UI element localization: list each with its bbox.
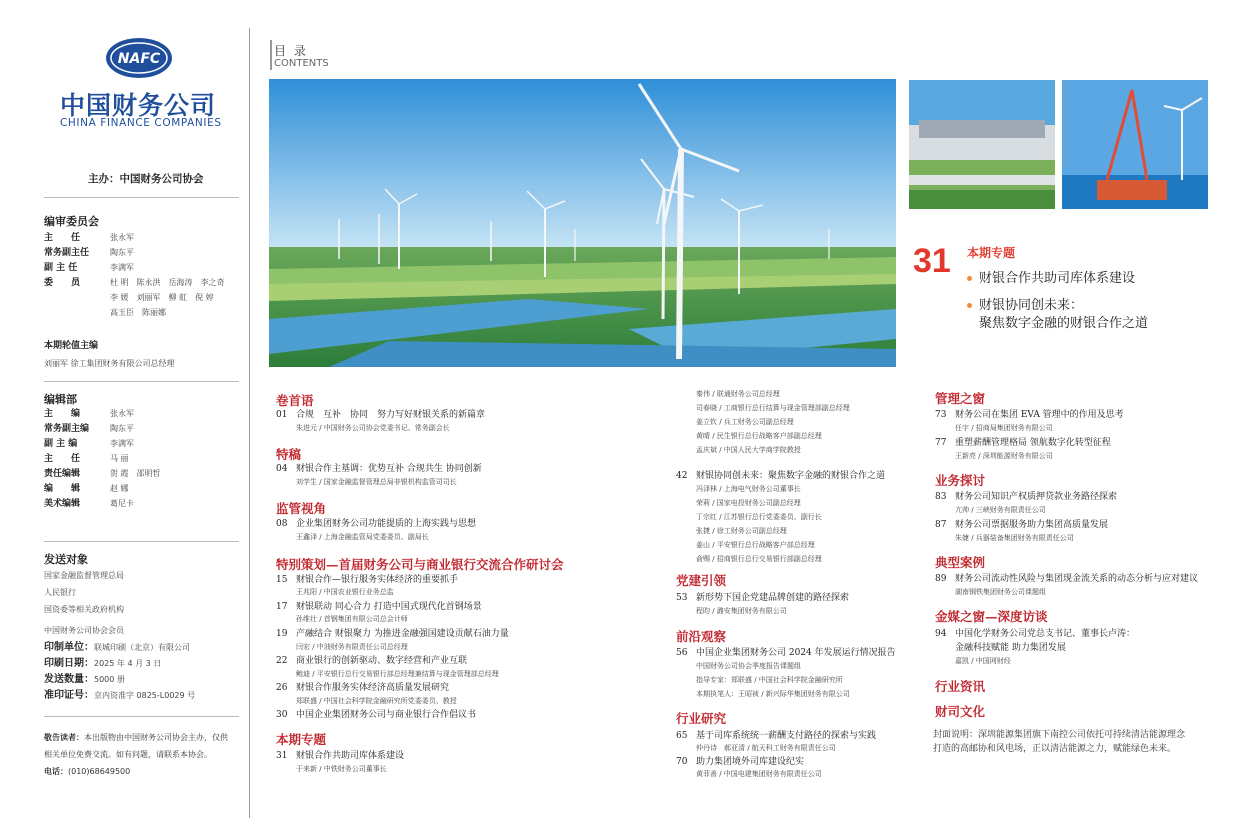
category-heading: 典型案例: [935, 555, 986, 570]
toc-author: 郑联盛 / 中国社会科学院金融研究所党委委员、教授: [296, 697, 457, 705]
toc-entry[interactable]: 53 新形势下国企党建品牌创建的路径探索: [676, 593, 850, 603]
toc-entry[interactable]: 73 财务公司在集团 EVA 管理中的作用及思考: [935, 410, 1124, 420]
host-org: 主办：中国财务公司协会: [88, 173, 204, 185]
committee-row: 常务副主任 陶东平: [44, 248, 134, 258]
phone-label: 电话：: [44, 767, 68, 776]
distribution-item: 中国财务公司协会会员: [44, 626, 124, 635]
toc-entry[interactable]: 19 产融结合 财银聚力 为推进金融强国建设贡献石油力量: [276, 629, 509, 639]
committee-row: 主 任 张永军: [44, 233, 134, 243]
toc-entry[interactable]: 65 基于司库系统统一薪酬支付路径的探索与实践: [676, 731, 877, 741]
editorial-office-list: [44, 406, 244, 511]
toc-author: 亢帅 / 三峡财务有限责任公司: [955, 506, 1046, 514]
contents-title-en: CONTENTS: [274, 58, 329, 69]
toc-author-list: [696, 389, 850, 459]
distribution-list: [44, 568, 124, 640]
toc-entry[interactable]: 31 财银合作共助司库体系建设: [276, 751, 405, 761]
category-heading: 本期专题: [276, 732, 327, 747]
toc-author: 孙维壮 / 首钢集团有限公司总会计师: [296, 615, 408, 623]
category-heading: 特稿: [276, 447, 302, 462]
toc-author: 王鑫泽 / 上海金融监管局党委委员、副局长: [296, 533, 429, 541]
editorial-committee-title: 编审委员会: [44, 215, 99, 228]
brand-name-cn: 中国财务公司: [60, 91, 217, 120]
toc-entry-cont: 金融科技赋能 助力集团发展: [955, 643, 1066, 653]
editorial-office-title: 编辑部: [44, 393, 77, 406]
offshore-crane-photo: [1062, 80, 1208, 209]
toc-entry[interactable]: 30 中国企业集团财务公司与商业银行合作倡议书: [276, 710, 477, 720]
toc-author: 仲丹诗 郝亚清 / 航天科工财务有限责任公司: [696, 744, 836, 752]
rotating-editor-label: 本期轮值主编: [44, 341, 99, 351]
special-topic-item[interactable]: 财银合作共助司库体系建设: [967, 270, 1135, 288]
toc-author: 本期执笔人：王昭祯 / 新兴际华集团财务有限公司: [696, 690, 850, 698]
toc-entry[interactable]: 01 合规 互补 协同 努力写好财银关系的新篇章: [276, 410, 486, 420]
toc-entry[interactable]: 04 财银合作主基调：优势互补 合规共生 协同创新: [276, 464, 482, 474]
cover-caption: 封面说明：深圳能源集团旗下南控公司依托可持续清洁能源理念打造的高邮协和风电场，正以清洁能源之力，赋能绿色未来。: [933, 730, 1186, 754]
distribution-item: 人民银行: [44, 588, 76, 597]
distribution-title: 发送对象: [44, 553, 88, 566]
toc-author: 冯泽林 / 上海电气财务公司董事长: [696, 485, 801, 493]
bullet-dot-icon: [967, 303, 972, 308]
committee-row: 高玉臣 陈丽娜: [110, 308, 166, 317]
distribution-item: 国资委等相关政府机构: [44, 605, 124, 614]
category-heading: 金媒之窗—深度访谈: [935, 609, 1048, 624]
print-row: 发送数量：5000 册: [44, 674, 125, 685]
masthead-column: [0, 0, 248, 835]
category-heading: 行业资讯: [935, 679, 986, 694]
toc-author: 司春晓 / 工商银行总行结算与现金管理部副总经理: [696, 404, 850, 412]
toc-author: 王兆阳 / 中国农业银行业务总监: [296, 588, 394, 596]
toc-author-list: [696, 484, 822, 568]
toc-entry[interactable]: 08 企业集团财务公司功能提质的上海实践与思想: [276, 519, 477, 529]
category-heading: 卷首语: [276, 393, 314, 408]
toc-entry[interactable]: 87 财务公司票据服务助力集团高质量发展: [935, 520, 1109, 530]
toc-entry[interactable]: 70 助力集团境外司库建设纪实: [676, 757, 805, 767]
wind-farm-photo: [269, 79, 896, 367]
brand-name-en: CHINA FINANCE COMPANIES: [60, 117, 222, 129]
category-heading: 特别策划—首届财务公司与商业银行交流合作研讨会: [276, 557, 564, 572]
logo-text: NAFC: [117, 51, 161, 67]
hydro-dam-photo: [909, 80, 1055, 209]
divider: [44, 541, 239, 542]
special-topic-item-cont: 聚焦数字金融的财银合作之道: [979, 316, 1149, 331]
category-heading: 前沿观察: [676, 629, 727, 644]
toc-author: 孟庆斌 / 中国人民大学商学院教授: [696, 446, 801, 454]
toc-entry[interactable]: 56 中国企业集团财务公司 2024 年发展运行情况报告: [676, 648, 896, 658]
toc-author: 张捷 / 徐工财务公司副总经理: [696, 527, 787, 535]
toc-author: 姜山 / 平安银行总行战略客户部总经理: [696, 541, 815, 549]
office-row: 责任编辑 贺 霞 邵明哲: [44, 469, 161, 479]
toc-author: 闫宏 / 中油财务有限责任公司总经理: [296, 643, 408, 651]
reader-notice: [44, 729, 244, 780]
toc-author: 荣莉 / 国家电投财务公司副总经理: [696, 499, 801, 507]
category-heading: 业务探讨: [935, 473, 986, 488]
toc-author: 湖南钢铁集团财务公司课题组: [955, 588, 1046, 596]
toc-author: 程昀 / 潞安集团财务有限公司: [696, 607, 787, 615]
committee-row: 李 媛 刘丽军 柳 虹 倪 婷: [110, 293, 214, 302]
toc-entry[interactable]: 26 财银合作服务实体经济高质量发展研究: [276, 683, 450, 693]
distribution-item: 国家金融监督管理总局: [44, 571, 124, 580]
category-heading: 管理之窗: [935, 391, 986, 406]
bullet-dot-icon: [967, 276, 972, 281]
office-row: 美术编辑 葛尼卡: [44, 499, 134, 509]
notice-text: 本出版物由中国财务公司协会主办，仅供: [84, 733, 228, 742]
header-bar: [270, 40, 272, 70]
toc-author: 王新亮 / 深圳能源财务有限公司: [955, 452, 1053, 460]
office-row: 主 编 张永军: [44, 409, 134, 419]
toc-entry[interactable]: 89 财务公司流动性风险与集团现金流关系的动态分析与应对建议: [935, 574, 1199, 584]
category-heading: 财司文化: [935, 704, 986, 719]
toc-author: 嘉凯 / 中国网财经: [955, 657, 1011, 665]
office-row: 编 辑 赵 娜: [44, 484, 129, 494]
toc-entry[interactable]: 83 财务公司知识产权质押贷款业务路径探索: [935, 492, 1118, 502]
notice-label: 敬告读者：: [44, 733, 84, 742]
toc-author: 秦伟 / 联通财务公司总经理: [696, 390, 780, 398]
toc-entry[interactable]: 42 财银协同创未来：聚焦数字金融的财银合作之道: [676, 471, 886, 481]
divider: [44, 716, 239, 717]
toc-entry[interactable]: 15 财银合作—银行服务实体经济的重要抓手: [276, 575, 459, 585]
toc-author: 指导专家：郑联盛 / 中国社会科学院金融研究所: [696, 676, 843, 684]
toc-author: 丁宗红 / 江苏银行总行党委委员、副行长: [696, 513, 822, 521]
rotating-editor-value: 刘丽军 徐工集团财务有限公司总经理: [44, 359, 175, 368]
special-topic-item[interactable]: 财银协同创未来：: [967, 297, 1083, 315]
print-info: [44, 640, 195, 704]
toc-author: 黄菲善 / 中国电建集团财务有限责任公司: [696, 770, 822, 778]
toc-author: 于来新 / 中铁财务公司董事长: [296, 765, 387, 773]
category-heading: 行业研究: [676, 711, 727, 726]
print-row: 准印证号：京内资准字 0825-L0029 号: [44, 690, 196, 701]
office-row: 常务副主编 陶东平: [44, 424, 134, 434]
toc-author: 朱婕 / 兵器装备集团财务有限责任公司: [955, 534, 1074, 542]
toc-entry[interactable]: 94 中国化学财务公司党总支书记、董事长卢涛：: [935, 629, 1136, 639]
toc-entry[interactable]: 17 财银联动 同心合力 打造中国式现代化首钢场景: [276, 602, 482, 612]
toc-author: 俞赐 / 招商银行总行交易银行部副总经理: [696, 555, 822, 563]
office-row: 主 任 马 丽: [44, 454, 129, 464]
column-divider: [249, 28, 250, 818]
nafc-logo-icon: [104, 36, 174, 80]
special-issue-label: 本期专题: [967, 246, 1016, 260]
toc-entry[interactable]: 22 商业银行的创新驱动、数字经营和产业互联: [276, 656, 468, 666]
divider: [44, 381, 239, 382]
toc-author: 刘学生 / 国家金融监督管理总局非银机构监管司司长: [296, 478, 457, 486]
special-issue-number: 31: [913, 242, 951, 280]
contents-title-cn: 目 录: [274, 44, 308, 58]
phone-number: (010)68649500: [68, 767, 131, 776]
committee-row: 副 主 任 李满军: [44, 263, 134, 273]
toc-author: 朱进元 / 中国财务公司协会党委书记、常务副会长: [296, 424, 450, 432]
toc-entry[interactable]: 77 重塑薪酬管理格局 领航数字化转型征程: [935, 438, 1111, 448]
divider: [44, 197, 239, 198]
office-row: 副 主 编 李满军: [44, 439, 134, 449]
toc-author: 鲍迪 / 平安银行总行交易银行部总经理兼结算与现金管理部总经理: [296, 670, 499, 678]
toc-author: 黄晴 / 民生银行总行战略客户部副总经理: [696, 432, 822, 440]
toc-author: 中国财务公司协会季度报告课题组: [696, 662, 801, 670]
toc-author: 任宇 / 招商局集团财务有限公司: [955, 424, 1053, 432]
print-row: 印制单位：联城印刷（北京）有限公司: [44, 642, 190, 653]
committee-row: 委 员 杜 明 陈永洪 岳海涛 李之奇: [44, 278, 225, 288]
notice-text: 相关单位免费交流。如有问题，请联系本协会。: [44, 750, 212, 759]
editorial-committee-list: [44, 230, 244, 320]
category-heading: 监管视角: [276, 501, 327, 516]
toc-author: 姜立钦 / 兵工财务公司副总经理: [696, 418, 794, 426]
print-row: 印刷日期：2025 年 4 月 3 日: [44, 658, 162, 669]
category-heading: 党建引领: [676, 573, 727, 588]
